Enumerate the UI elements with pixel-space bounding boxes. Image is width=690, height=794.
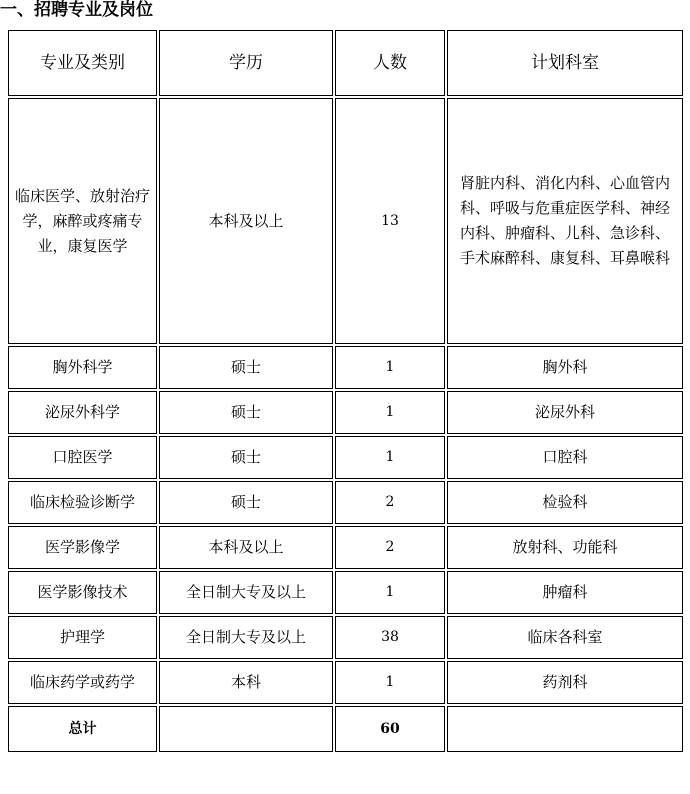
cell-department (447, 98, 683, 344)
cell-count: 1 (335, 661, 445, 704)
cell-count: 1 (335, 571, 445, 614)
table-total-row (8, 706, 683, 752)
cell-count: 1 (335, 346, 445, 389)
cell-count: 1 (335, 391, 445, 434)
cell-department-text: 肾脏内科、消化内科、心血管内科、呼吸与危重症医学科、神经内科、肿瘤科、儿科、急诊科、手术麻醉科、康复科、耳鼻喉科 (459, 174, 670, 267)
cell-education: 硕士 (159, 391, 333, 434)
cell-major: 医学影像学 (8, 526, 157, 569)
cell-count: 13 (335, 98, 445, 344)
cell-education: 本科 (159, 661, 333, 704)
cell-major: 医学影像技术 (8, 571, 157, 614)
section-title: 一、招聘专业及岗位 (0, 0, 153, 20)
cell-education: 本科及以上 (159, 98, 333, 344)
total-count: 60 (335, 706, 445, 752)
cell-major: 护理学 (8, 616, 157, 659)
table-row (8, 436, 683, 479)
cell-count: 2 (335, 526, 445, 569)
cell-major: 临床药学或药学 (8, 661, 157, 704)
cell-count: 2 (335, 481, 445, 524)
cell-major: 胸外科学 (8, 346, 157, 389)
table-row (8, 346, 683, 389)
cell-department: 口腔科 (447, 436, 683, 479)
cell-department: 药剂科 (447, 661, 683, 704)
cell-department: 放射科、功能科 (447, 526, 683, 569)
total-department (447, 706, 683, 752)
total-education (159, 706, 333, 752)
cell-education: 本科及以上 (159, 526, 333, 569)
table-row (8, 571, 683, 614)
cell-major-text: 临床医学、放射治疗学，麻醉或疼痛专业，康复医学 (14, 186, 150, 255)
table-row (8, 526, 683, 569)
cell-department: 泌尿外科 (447, 391, 683, 434)
table-row (8, 661, 683, 704)
cell-education: 全日制大专及以上 (159, 616, 333, 659)
header-major: 专业及类别 (8, 30, 157, 96)
total-label: 总计 (8, 706, 157, 752)
cell-count: 1 (335, 436, 445, 479)
cell-department: 肿瘤科 (447, 571, 683, 614)
cell-education: 全日制大专及以上 (159, 571, 333, 614)
table-row (8, 391, 683, 434)
cell-major: 泌尿外科学 (8, 391, 157, 434)
cell-major (8, 98, 157, 344)
recruitment-table (6, 28, 685, 754)
header-count: 人数 (335, 30, 445, 96)
cell-major: 口腔医学 (8, 436, 157, 479)
table-row (8, 98, 683, 344)
cell-education: 硕士 (159, 346, 333, 389)
cell-count: 38 (335, 616, 445, 659)
header-education: 学历 (159, 30, 333, 96)
header-department: 计划科室 (447, 30, 683, 96)
cell-department: 临床各科室 (447, 616, 683, 659)
cell-education: 硕士 (159, 436, 333, 479)
cell-education: 硕士 (159, 481, 333, 524)
cell-department: 检验科 (447, 481, 683, 524)
cell-department: 胸外科 (447, 346, 683, 389)
table-row (8, 616, 683, 659)
table-header-row (8, 30, 683, 96)
cell-major: 临床检验诊断学 (8, 481, 157, 524)
table-row (8, 481, 683, 524)
